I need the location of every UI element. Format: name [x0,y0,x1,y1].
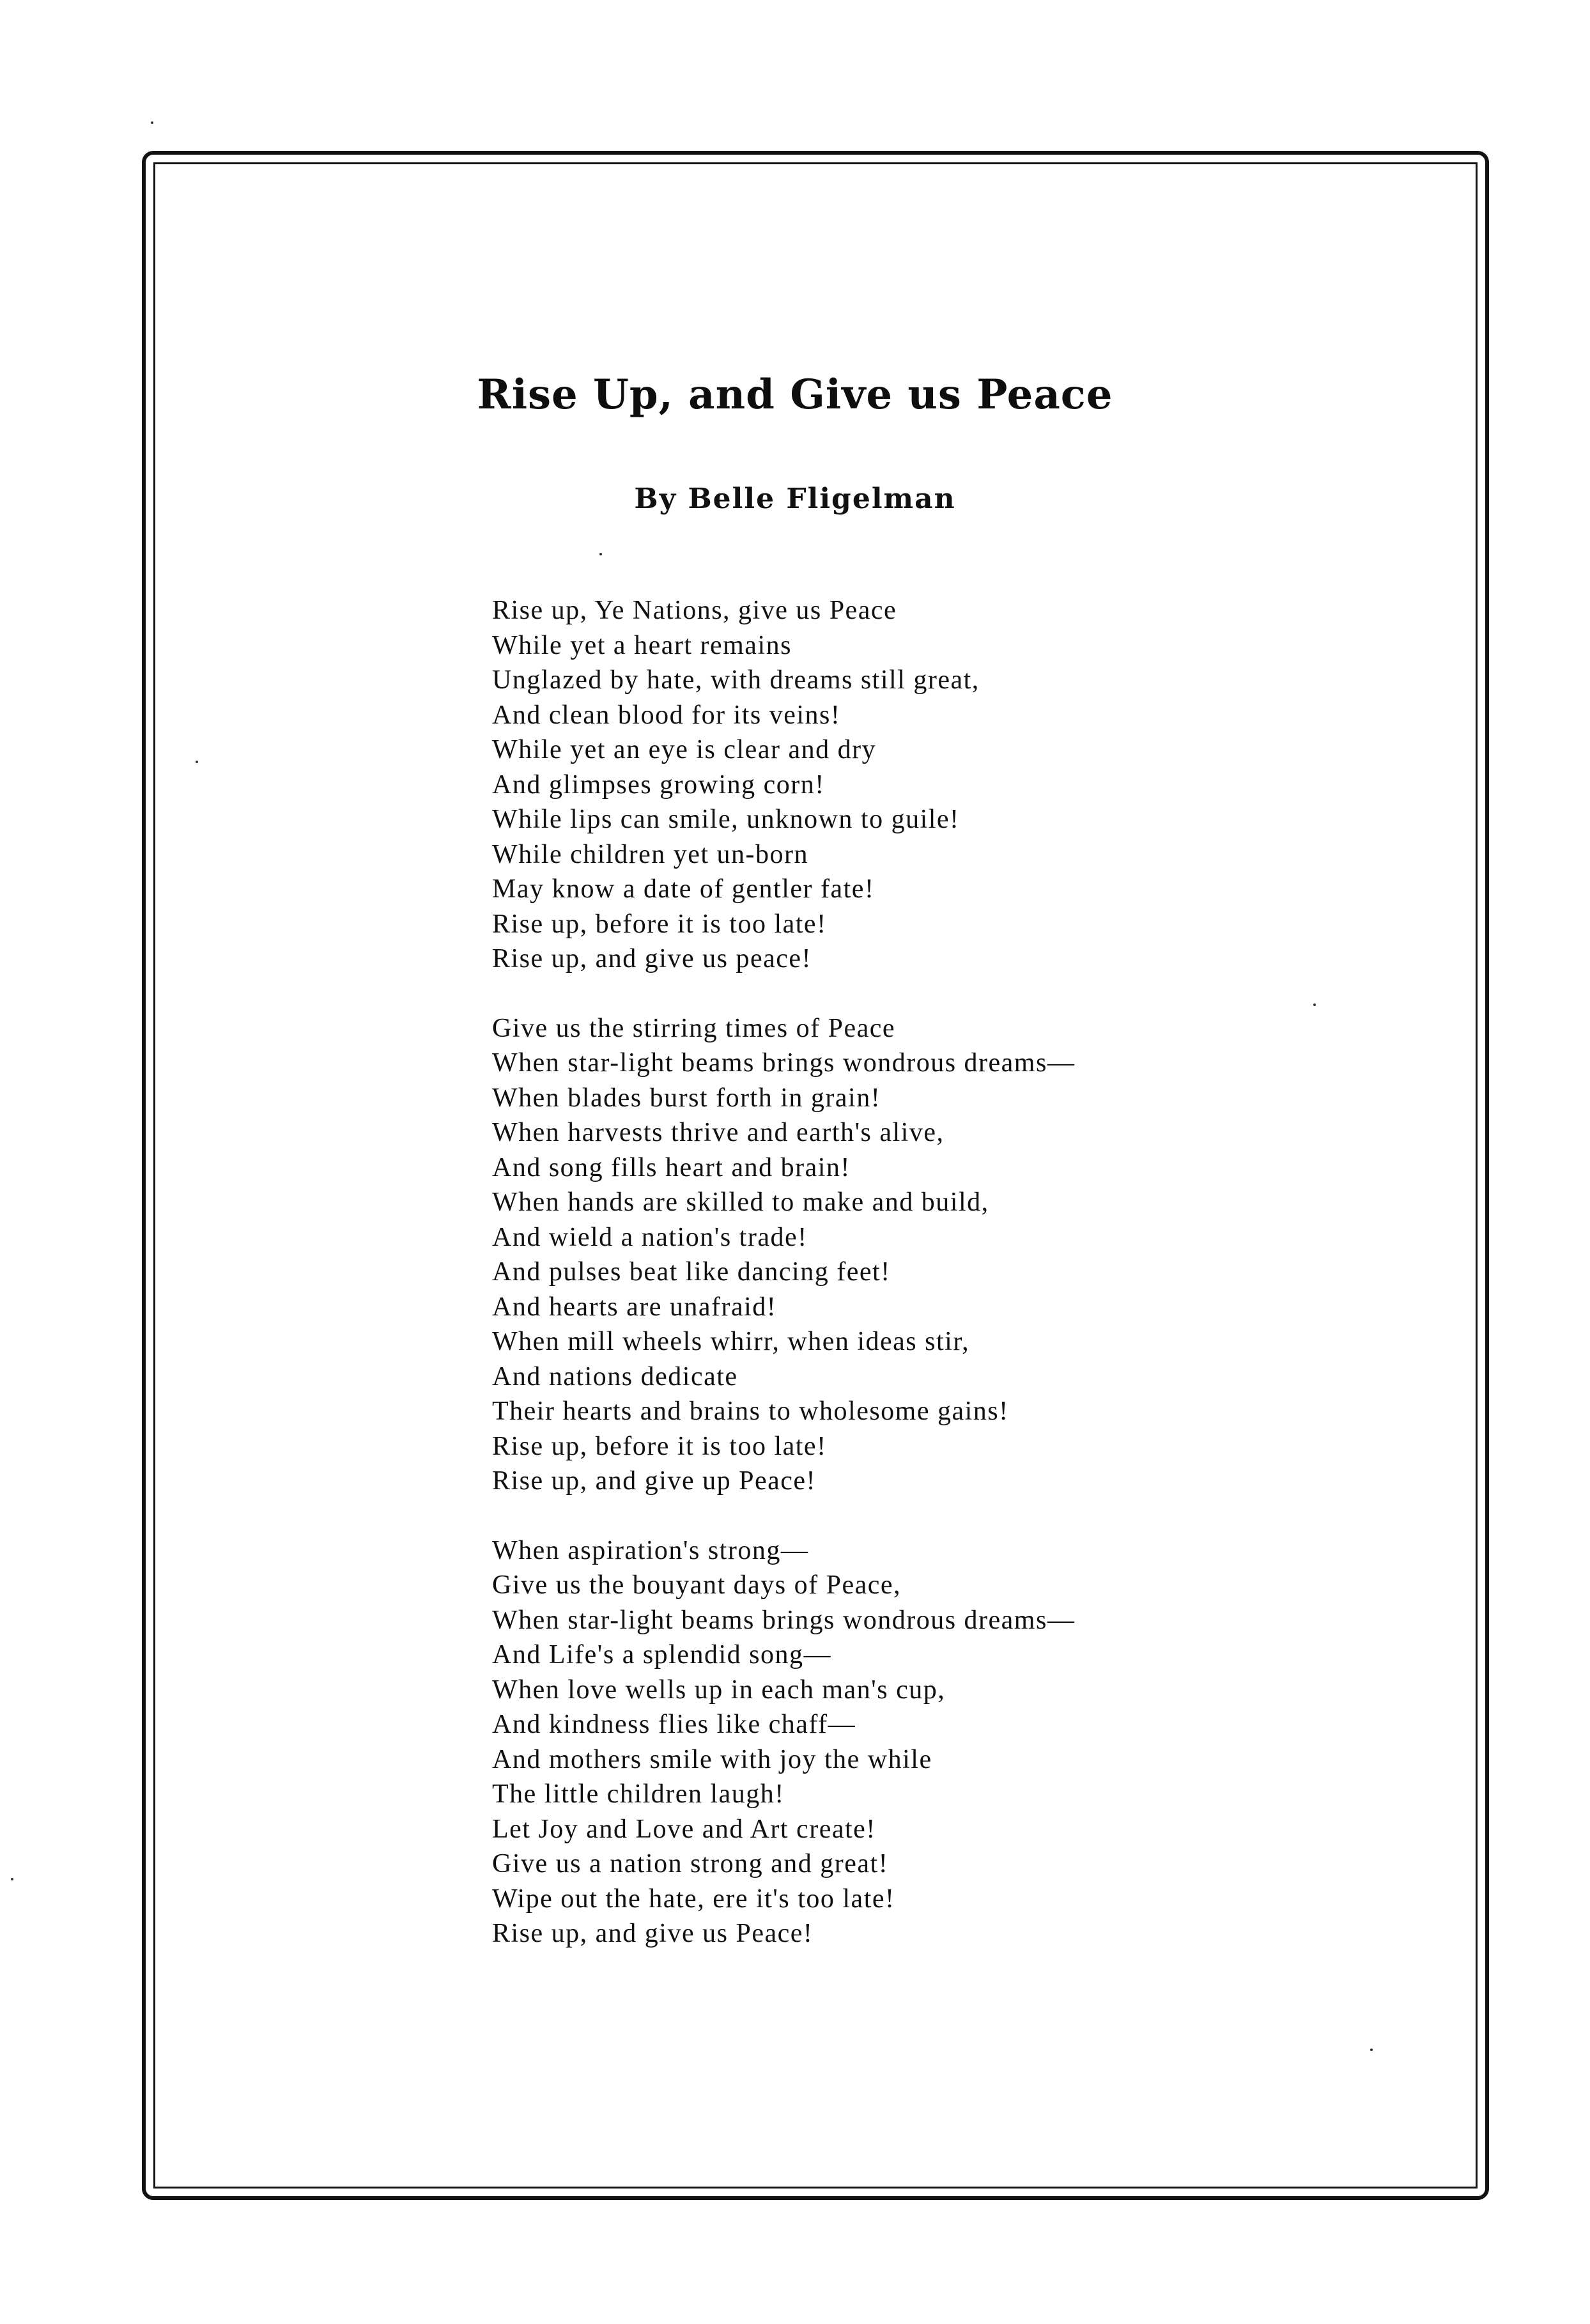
poem-line: Rise up, and give us peace! [492,944,812,973]
poem-line: When hands are skilled to make and build, [492,1188,989,1217]
poem-line: While children yet un-born [492,839,809,869]
poem-body [492,593,1387,1986]
poem-line: While yet a heart remains [492,630,792,660]
poem-line: Rise up, and give up Peace! [492,1466,817,1496]
poem-line: And clean blood for its veins! [492,700,841,730]
poem-byline: By Belle Fligelman [634,483,956,515]
poem-line: When love wells up in each man's cup, [492,1675,946,1705]
poem-line: And hearts are unafraid! [492,1292,777,1322]
scan-speck [151,121,153,124]
scan-speck [1370,2049,1373,2051]
poem-line: And pulses beat like dancing feet! [492,1257,891,1287]
poem-line: Let Joy and Love and Art create! [492,1814,876,1844]
poem-line: And glimpses growing corn! [492,770,825,800]
poem-line: Unglazed by hate, with dreams still great, [492,665,980,695]
poem-line: Give us the bouyant days of Peace, [492,1570,902,1600]
scan-speck [599,553,602,555]
poem-line: While lips can smile, unknown to guile! [492,805,960,834]
poem-line: Give us the stirring times of Peace [492,1013,896,1043]
poem-line: Rise up, before it is too late! [492,1431,827,1461]
scan-speck [1313,1003,1316,1006]
poem-line: The little children laugh! [492,1779,785,1809]
poem-line: When mill wheels whirr, when ideas stir, [492,1327,970,1356]
poem-line: Their hearts and brains to wholesome gains! [492,1397,1009,1426]
poem-line: When star-light beams brings wondrous dreams— [492,1048,1076,1078]
poem-line: When blades burst forth in grain! [492,1083,881,1113]
scan-speck [11,1878,13,1880]
stanza-3 [492,1533,1387,1951]
poem-line: And Life's a splendid song— [492,1640,832,1669]
poem-line: When harvests thrive and earth's alive, [492,1118,945,1147]
poem-line: And kindness flies like chaff— [492,1710,856,1739]
poem-line: While yet an eye is clear and dry [492,735,877,764]
poem-line: And nations dedicate [492,1361,738,1391]
poem-line: Rise up, and give us Peace! [492,1919,814,1948]
scan-speck [196,761,198,763]
poem-line: May know a date of gentler fate! [492,874,875,904]
poem-line: When star-light beams brings wondrous dreams— [492,1605,1076,1635]
stanza-2 [492,1011,1387,1499]
poem-line: Rise up, Ye Nations, give us Peace [492,596,897,625]
poem-line: Give us a nation strong and great! [492,1849,889,1879]
poem-line: Wipe out the hate, ere it's too late! [492,1884,895,1914]
poem-line: And wield a nation's trade! [492,1222,808,1252]
poem-line: When aspiration's strong— [492,1535,809,1565]
poem-line: And song fills heart and brain! [492,1152,851,1182]
poem-title: Rise Up, and Give us Peace [477,371,1113,419]
poem-line: Rise up, before it is too late! [492,909,827,939]
poem-line: And mothers smile with joy the while [492,1744,932,1774]
stanza-1 [492,593,1387,977]
